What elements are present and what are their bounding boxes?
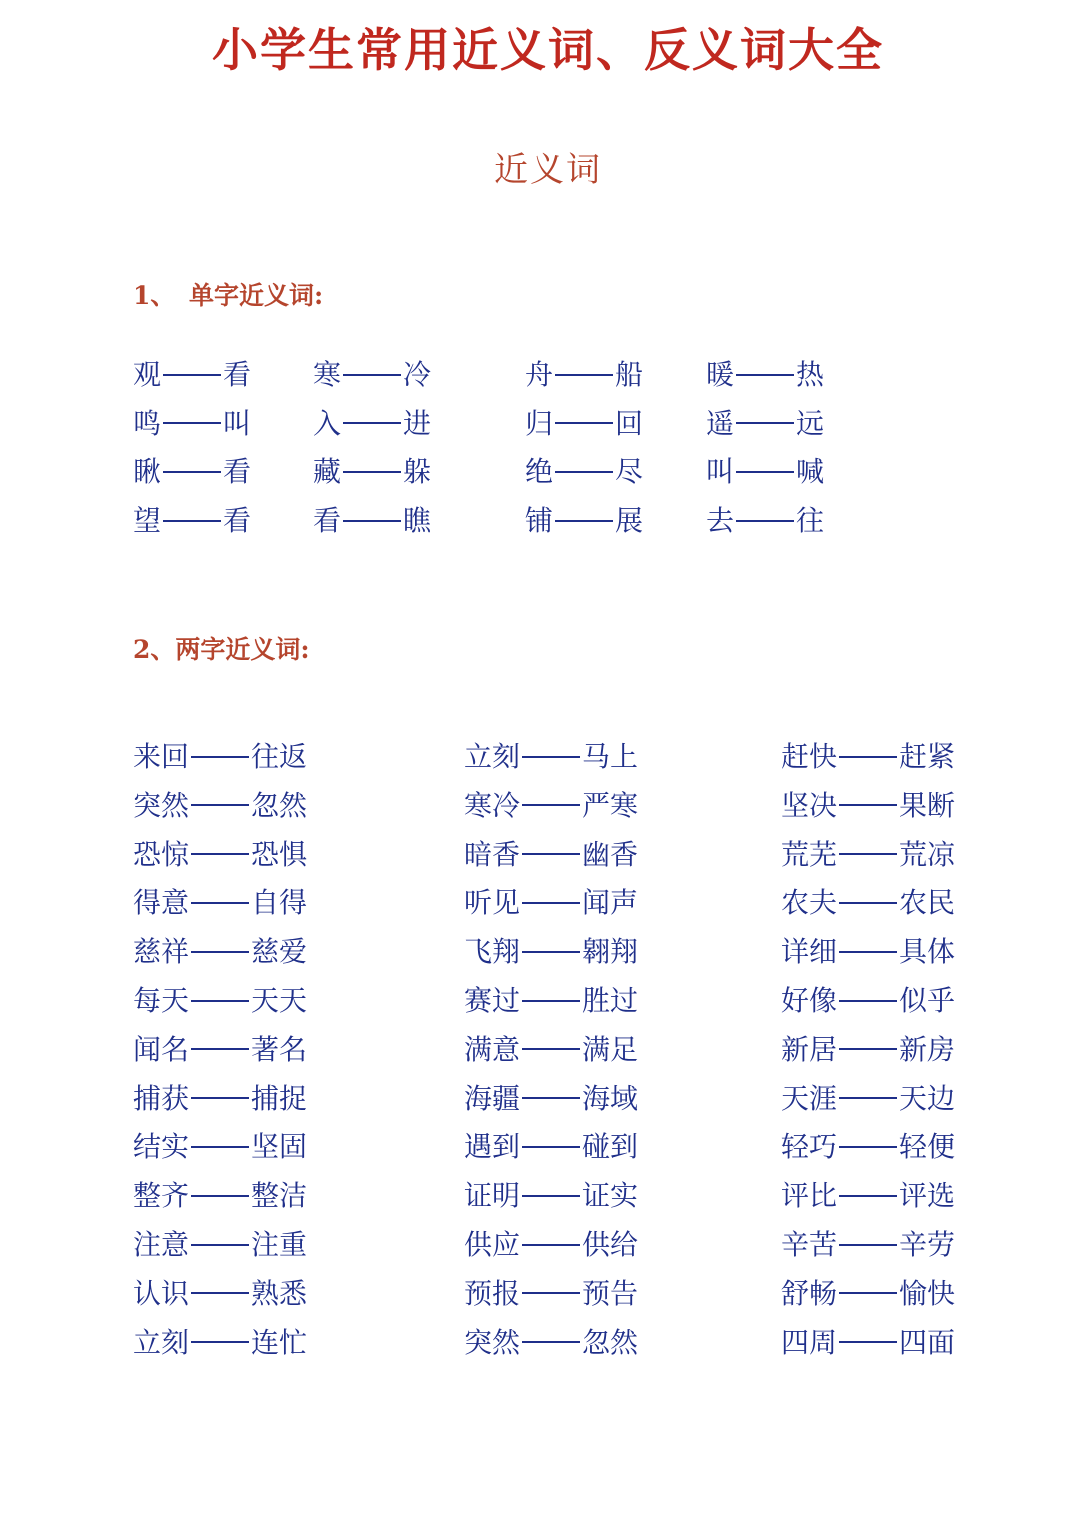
word-right: 闻声 xyxy=(582,886,639,920)
word-right: 自得 xyxy=(251,886,308,920)
dash-separator xyxy=(736,374,794,376)
dash-separator xyxy=(191,1292,249,1294)
word-left: 整齐 xyxy=(133,1179,190,1213)
word-right: 著名 xyxy=(251,1032,308,1066)
word-right: 果断 xyxy=(899,788,956,822)
synonym-pair xyxy=(464,935,638,969)
word-right: 预告 xyxy=(582,1276,639,1310)
synonym-pair xyxy=(706,455,824,489)
dash-separator xyxy=(555,422,613,424)
synonym-pair xyxy=(133,358,251,392)
synonym-pair xyxy=(781,789,955,823)
dash-separator xyxy=(839,853,897,855)
dash-separator xyxy=(839,1341,897,1343)
word-right: 似乎 xyxy=(899,984,956,1017)
word-left: 突然 xyxy=(464,1325,521,1359)
synonym-pair xyxy=(133,1033,307,1067)
synonym-pair xyxy=(464,740,638,774)
word-left: 叫 xyxy=(706,455,735,489)
word-left: 去 xyxy=(706,504,735,538)
dash-separator xyxy=(555,520,613,522)
word-left: 突然 xyxy=(133,788,190,822)
word-left: 舒畅 xyxy=(781,1276,838,1310)
word-right: 整洁 xyxy=(251,1179,308,1213)
synonym-pair xyxy=(464,984,638,1018)
word-left: 满意 xyxy=(464,1032,521,1066)
synonym-pair xyxy=(313,358,431,392)
word-right: 马上 xyxy=(582,740,639,773)
word-right: 捕捉 xyxy=(251,1081,308,1115)
word-left: 飞翔 xyxy=(464,935,521,969)
dash-separator xyxy=(343,471,401,473)
synonym-pair xyxy=(133,838,307,872)
word-left: 辛苦 xyxy=(781,1228,838,1261)
dash-separator xyxy=(522,1195,580,1197)
word-right: 翱翔 xyxy=(582,935,639,969)
word-left: 认识 xyxy=(133,1276,190,1310)
section-number: 1、 xyxy=(133,281,176,310)
word-left: 立刻 xyxy=(133,1325,190,1359)
synonym-pair xyxy=(464,1179,638,1213)
word-right: 熟悉 xyxy=(251,1276,308,1310)
page-title: 小学生常用近义词、反义词大全 xyxy=(212,23,884,77)
word-right: 远 xyxy=(796,406,825,440)
word-left: 听见 xyxy=(464,886,521,920)
word-left: 观 xyxy=(133,358,162,391)
dash-separator xyxy=(555,471,613,473)
word-right: 展 xyxy=(615,504,644,538)
section-number: 2、 xyxy=(133,635,176,664)
word-left: 轻巧 xyxy=(781,1130,838,1164)
synonym-pair xyxy=(781,1179,955,1213)
synonym-pair xyxy=(781,1082,955,1116)
section-label: 两字近义词: xyxy=(175,635,310,664)
dash-separator xyxy=(522,1146,580,1148)
word-right: 热 xyxy=(796,358,825,391)
word-left: 寒冷 xyxy=(464,788,521,822)
word-right: 碰到 xyxy=(582,1130,639,1164)
dash-separator xyxy=(343,520,401,522)
word-left: 赶快 xyxy=(781,740,838,773)
dash-separator xyxy=(163,520,221,522)
word-left: 寒 xyxy=(313,358,342,391)
word-left: 注意 xyxy=(133,1228,190,1261)
word-left: 每天 xyxy=(133,984,190,1017)
word-right: 辛劳 xyxy=(899,1228,956,1261)
word-left: 望 xyxy=(133,504,162,538)
word-right: 具体 xyxy=(899,935,956,969)
word-left: 海疆 xyxy=(464,1081,521,1115)
word-right: 往返 xyxy=(251,740,308,773)
synonym-pair xyxy=(464,1033,638,1067)
word-left: 结实 xyxy=(133,1130,190,1164)
word-right: 新房 xyxy=(899,1032,956,1066)
word-left: 慈祥 xyxy=(133,935,190,969)
word-right: 往 xyxy=(796,504,825,538)
dash-separator xyxy=(191,1000,249,1002)
synonym-pair xyxy=(133,789,307,823)
dash-separator xyxy=(191,1244,249,1246)
synonym-pair xyxy=(525,358,643,392)
word-right: 供给 xyxy=(582,1228,639,1261)
dash-separator xyxy=(522,804,580,806)
dash-separator xyxy=(736,471,794,473)
word-left: 暖 xyxy=(706,358,735,391)
word-left: 舟 xyxy=(525,358,554,391)
synonym-pair xyxy=(464,1082,638,1116)
word-left: 入 xyxy=(313,406,342,440)
word-right: 天边 xyxy=(899,1081,956,1115)
dash-separator xyxy=(191,756,249,758)
word-left: 荒芜 xyxy=(781,837,838,871)
section-title-synonyms: 近义词 xyxy=(494,150,602,190)
synonym-pair xyxy=(133,455,251,489)
word-right: 证实 xyxy=(582,1179,639,1213)
synonym-pair xyxy=(133,407,251,441)
word-right: 叫 xyxy=(223,406,252,440)
dash-separator xyxy=(191,804,249,806)
dash-separator xyxy=(191,1195,249,1197)
synonym-pair xyxy=(133,886,307,920)
synonym-pair xyxy=(781,886,955,920)
synonym-pair xyxy=(133,1179,307,1213)
dash-separator xyxy=(522,756,580,758)
dash-separator xyxy=(191,902,249,904)
word-left: 藏 xyxy=(313,455,342,489)
synonym-pair xyxy=(525,504,643,538)
word-right: 满足 xyxy=(582,1032,639,1066)
dash-separator xyxy=(522,1292,580,1294)
word-left: 暗香 xyxy=(464,837,521,871)
word-right: 坚固 xyxy=(251,1130,308,1164)
word-left: 得意 xyxy=(133,886,190,920)
word-left: 坚决 xyxy=(781,788,838,822)
dash-separator xyxy=(522,1000,580,1002)
word-right: 冷 xyxy=(403,358,432,391)
dash-separator xyxy=(522,902,580,904)
word-left: 四周 xyxy=(781,1325,838,1359)
dash-separator xyxy=(839,1146,897,1148)
synonym-pair xyxy=(781,838,955,872)
synonym-pair xyxy=(525,407,643,441)
synonym-pair xyxy=(313,455,431,489)
word-left: 详细 xyxy=(781,935,838,969)
word-left: 供应 xyxy=(464,1228,521,1261)
word-left: 新居 xyxy=(781,1032,838,1066)
word-left: 瞅 xyxy=(133,455,162,489)
word-right: 看 xyxy=(223,455,252,489)
dash-separator xyxy=(839,756,897,758)
synonym-pair xyxy=(464,1228,638,1262)
dash-separator xyxy=(839,1097,897,1099)
synonym-pair xyxy=(706,504,824,538)
dash-separator xyxy=(522,951,580,953)
synonym-pair xyxy=(133,1130,307,1164)
dash-separator xyxy=(191,1146,249,1148)
dash-separator xyxy=(839,1195,897,1197)
synonym-pair xyxy=(525,455,643,489)
dash-separator xyxy=(839,951,897,953)
synonym-pair xyxy=(464,886,638,920)
synonym-pair xyxy=(781,740,955,774)
synonym-pair xyxy=(133,935,307,969)
synonym-pair xyxy=(781,1228,955,1262)
synonym-pair xyxy=(313,407,431,441)
synonym-pair xyxy=(464,1277,638,1311)
synonym-pair xyxy=(706,358,824,392)
word-left: 闻名 xyxy=(133,1032,190,1066)
word-left: 看 xyxy=(313,504,342,538)
word-right: 忽然 xyxy=(582,1325,639,1359)
word-right: 农民 xyxy=(899,886,956,920)
dash-separator xyxy=(736,422,794,424)
dash-separator xyxy=(839,1000,897,1002)
synonym-pair xyxy=(133,504,251,538)
dash-separator xyxy=(191,951,249,953)
word-right: 喊 xyxy=(796,455,825,489)
word-right: 连忙 xyxy=(251,1325,308,1359)
dash-separator xyxy=(522,853,580,855)
word-right: 慈爱 xyxy=(251,935,308,969)
synonym-pair xyxy=(706,407,824,441)
dash-separator xyxy=(522,1097,580,1099)
word-right: 看 xyxy=(223,358,252,391)
word-right: 躲 xyxy=(403,455,432,489)
dash-separator xyxy=(555,374,613,376)
dash-separator xyxy=(839,1048,897,1050)
word-left: 鸣 xyxy=(133,406,162,440)
dash-separator xyxy=(343,374,401,376)
dash-separator xyxy=(163,422,221,424)
word-left: 恐惊 xyxy=(133,837,190,871)
dash-separator xyxy=(522,1341,580,1343)
word-left: 天涯 xyxy=(781,1081,838,1115)
word-left: 归 xyxy=(525,406,554,440)
synonym-pair xyxy=(313,504,431,538)
word-right: 进 xyxy=(403,406,432,440)
synonym-pair xyxy=(133,1082,307,1116)
word-right: 荒凉 xyxy=(899,837,956,871)
word-right: 尽 xyxy=(615,455,644,489)
synonym-pair xyxy=(133,1326,307,1360)
word-left: 预报 xyxy=(464,1276,521,1310)
word-right: 忽然 xyxy=(251,788,308,822)
word-left: 好像 xyxy=(781,984,838,1017)
section-heading-two-char xyxy=(133,630,310,666)
dash-separator xyxy=(191,1048,249,1050)
dash-separator xyxy=(839,1244,897,1246)
word-right: 轻便 xyxy=(899,1130,956,1164)
dash-separator xyxy=(839,902,897,904)
synonym-pair xyxy=(133,1228,307,1262)
synonym-pair xyxy=(781,1277,955,1311)
synonym-pair xyxy=(133,740,307,774)
synonym-pair xyxy=(781,1033,955,1067)
word-right: 回 xyxy=(615,406,644,440)
word-right: 严寒 xyxy=(582,788,639,822)
word-right: 恐惧 xyxy=(251,837,308,871)
word-right: 评选 xyxy=(899,1179,956,1213)
dash-separator xyxy=(736,520,794,522)
word-left: 绝 xyxy=(525,455,554,489)
synonym-pair xyxy=(781,1130,955,1164)
word-left: 评比 xyxy=(781,1179,838,1213)
dash-separator xyxy=(522,1048,580,1050)
word-right: 愉快 xyxy=(899,1276,956,1310)
word-left: 来回 xyxy=(133,740,190,773)
word-right: 船 xyxy=(615,358,644,391)
dash-separator xyxy=(163,471,221,473)
word-left: 遥 xyxy=(706,406,735,440)
synonym-pair xyxy=(781,984,955,1018)
synonym-pair xyxy=(133,1277,307,1311)
word-right: 胜过 xyxy=(582,984,639,1017)
dash-separator xyxy=(522,1244,580,1246)
section-heading-single-char xyxy=(133,276,323,312)
word-left: 铺 xyxy=(525,504,554,538)
word-left: 立刻 xyxy=(464,740,521,773)
dash-separator xyxy=(191,853,249,855)
dash-separator xyxy=(191,1341,249,1343)
word-right: 瞧 xyxy=(403,504,432,538)
dash-separator xyxy=(343,422,401,424)
word-right: 四面 xyxy=(899,1325,956,1359)
synonym-pair xyxy=(464,838,638,872)
dash-separator xyxy=(191,1097,249,1099)
word-left: 证明 xyxy=(464,1179,521,1213)
word-right: 看 xyxy=(223,504,252,538)
synonym-pair xyxy=(464,789,638,823)
dash-separator xyxy=(839,804,897,806)
word-right: 天天 xyxy=(251,984,308,1017)
word-left: 捕获 xyxy=(133,1081,190,1115)
synonym-pair xyxy=(781,1326,955,1360)
synonym-pair xyxy=(464,1130,638,1164)
word-left: 赛过 xyxy=(464,984,521,1017)
dash-separator xyxy=(163,374,221,376)
word-right: 海域 xyxy=(582,1081,639,1115)
word-left: 农夫 xyxy=(781,886,838,920)
word-right: 注重 xyxy=(251,1228,308,1261)
synonym-pair xyxy=(133,984,307,1018)
dash-separator xyxy=(839,1292,897,1294)
synonym-pair xyxy=(781,935,955,969)
synonym-pair xyxy=(464,1326,638,1360)
word-left: 遇到 xyxy=(464,1130,521,1164)
word-right: 赶紧 xyxy=(899,740,956,773)
word-right: 幽香 xyxy=(582,837,639,871)
section-label: 单字近义词: xyxy=(189,281,324,310)
